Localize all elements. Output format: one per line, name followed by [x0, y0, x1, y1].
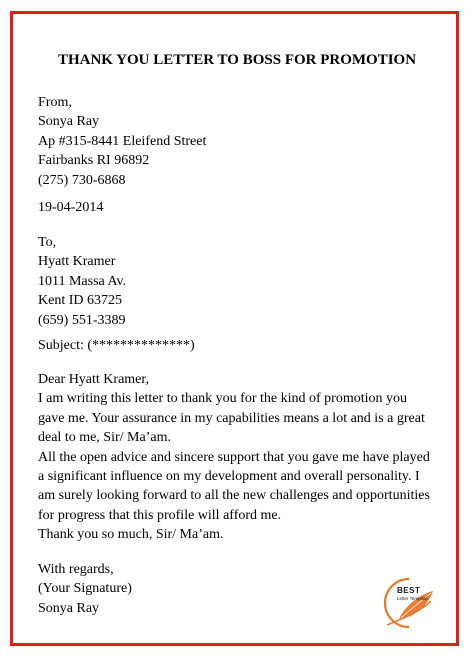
body-paragraph-1: I am writing this letter to thank you for the kind of promotion you gave me. Your assurance in my capabilities means a lot and is a great deal to me, Sir/ Ma’am.	[38, 391, 425, 446]
sender-address-block	[38, 93, 206, 190]
feather-logo-icon	[379, 573, 439, 633]
letter-body	[38, 370, 433, 525]
closing-block	[38, 560, 132, 618]
recipient-phone: (659) 551-3389	[38, 312, 126, 328]
to-label: To,	[38, 235, 57, 250]
thanks-line: Thank you so much, Sir/ Ma’am.	[38, 527, 224, 542]
closing-line: With regards,	[38, 562, 114, 577]
logo-subtitle-text: Letter Template	[397, 596, 428, 601]
sender-address-line1: Ap #315-8441 Eleifend Street	[38, 133, 207, 149]
letter-date: 19-04-2014	[38, 200, 104, 215]
subject-line: Subject: (**************)	[38, 338, 195, 353]
from-label: From,	[38, 95, 72, 110]
sender-phone: (275) 730-6868	[38, 172, 126, 188]
salutation: Dear Hyatt Kramer,	[38, 372, 149, 387]
letter-title: THANK YOU LETTER TO BOSS FOR PROMOTION	[57, 52, 417, 68]
body-paragraph-2: All the open advice and sincere support that you gave me have played a significant influence on my development and overall personality. I am surely looking forward to all the new challenges and opportunities for progress that this profile will afford me.	[38, 449, 430, 523]
recipient-address-line2: Kent ID 63725	[38, 293, 122, 309]
sender-name: Sonya Ray	[38, 114, 100, 130]
recipient-address-line1: 1011 Massa Av.	[38, 273, 127, 289]
sender-signoff-name: Sonya Ray	[38, 600, 100, 616]
signature-placeholder: (Your Signature)	[38, 581, 132, 597]
recipient-name: Hyatt Kramer	[38, 254, 116, 270]
recipient-address-block	[38, 233, 126, 330]
logo-best-text: BEST	[397, 586, 421, 595]
sender-address-line2: Fairbanks RI 96892	[38, 153, 150, 169]
